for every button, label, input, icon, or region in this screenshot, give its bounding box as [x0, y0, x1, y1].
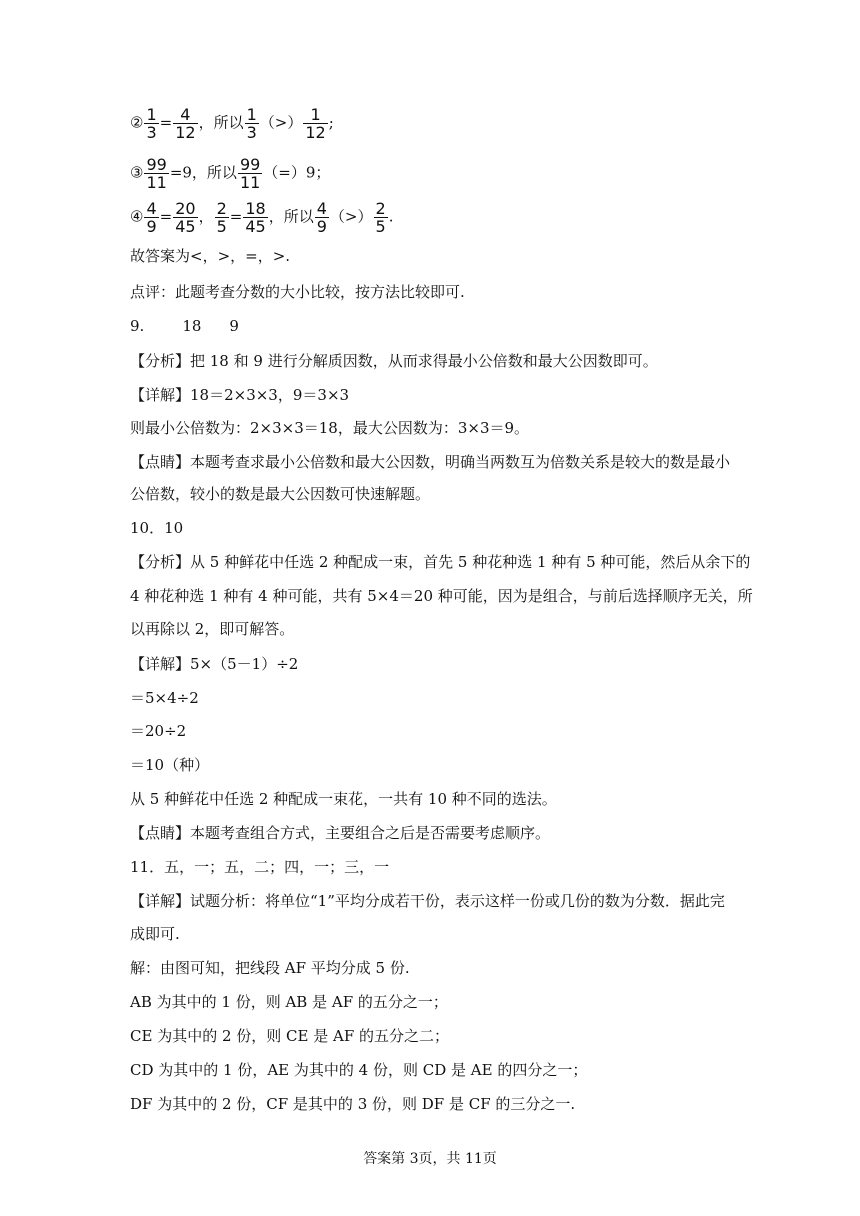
fraction: $\frac{4}{9}$ [316, 199, 327, 236]
solution-line: DF 为其中的 2 份，CF 是其中的 3 份，则 DF 是 CF 的三分之一. [130, 1095, 576, 1113]
remark-line: 【点睛】本题考查求最小公倍数和最大公因数，明确当两数互为倍数关系是较大的数是最小 [130, 453, 731, 471]
fraction: $\frac{2}{5}$ [375, 199, 386, 236]
circled-number: ④ [130, 207, 144, 226]
remark-line: 【点睛】本题考查组合方式，主要组合之后是否需要考虑顺序。 [130, 824, 551, 842]
fraction: $\frac{1}{3}$ [146, 105, 157, 142]
fraction: $\frac{1}{3}$ [246, 105, 257, 142]
solution-line: 解：由图可知，把线段 AF 平均分成 5 份. [130, 959, 410, 977]
calc-step: ＝5×4÷2 [130, 689, 199, 707]
detail-line: 【详解】5×（5－1）÷2 [130, 655, 299, 673]
question-9-answer [130, 316, 239, 336]
fraction: $\frac{4}{9}$ [146, 199, 157, 236]
comment-line: 点评：此题考查分数的大小比较，按方法比较即可. [130, 283, 465, 301]
answer-line-4: ④ $\frac{4}{9}$ = $\frac{20}{45}$ ， $\frac{2}{5}$ = $\frac{18}{45}$ ，所以 $\frac{4}{9}$ （>） $\frac{2}{5}$ . [130, 199, 394, 236]
circled-number: ② [130, 113, 144, 132]
detail-line: 成即可. [130, 925, 180, 943]
remark-line: 公倍数，较小的数是最大公因数可快速解题。 [130, 485, 431, 503]
fraction: $\frac{99}{11}$ [146, 155, 167, 192]
question-11-answer: 11．五，一；五，二；四，一；三，一 [130, 858, 390, 876]
answer-line-2: ② $\frac{1}{3}$ = $\frac{4}{12}$ ，所以 $\frac{1}{3}$ （>） $\frac{1}{12}$ ; [130, 105, 334, 142]
solution-line: CD 为其中的 1 份，AE 为其中的 4 份，则 CD 是 AE 的四分之一； [130, 1061, 588, 1079]
solution-line: CE 为其中的 2 份，则 CE 是 AF 的五分之二； [130, 1027, 450, 1045]
answer-value: 18 [182, 317, 202, 335]
conclusion-line: 从 5 种鲜花中任选 2 种配成一束花，一共有 10 种不同的选法。 [130, 790, 557, 808]
fraction: $\frac{18}{45}$ [245, 199, 266, 236]
detail-line: 【详解】试题分析：将单位“1”平均分成若干份，表示这样一份或几份的数为分数．据此完 [130, 892, 725, 910]
question-10-answer: 10．10 [130, 519, 184, 537]
calc-step: ＝10（种） [130, 756, 210, 774]
analysis-line: 【分析】把 18 和 9 进行分解质因数，从而求得最小公倍数和最大公因数即可。 [130, 352, 658, 370]
fraction: $\frac{4}{12}$ [175, 105, 196, 142]
calc-step: ＝20÷2 [130, 722, 187, 740]
circled-number: ③ [130, 163, 144, 182]
answer-value: 9 [229, 317, 239, 335]
question-number: 9. [130, 317, 145, 335]
solution-line: AB 为其中的 1 份，则 AB 是 AF 的五分之一； [130, 993, 448, 1011]
analysis-line: 以再除以 2，即可解答。 [130, 620, 295, 638]
analysis-line: 4 种花种选 1 种有 4 种可能，共有 5×4＝20 种可能，因为是组合，与前后选择顺序无关，所 [130, 587, 753, 605]
answer-line-3: ③ $\frac{99}{11}$ =9，所以 $\frac{99}{11}$ （=）9； [130, 155, 331, 192]
fraction: $\frac{99}{11}$ [239, 155, 261, 192]
analysis-line: 【分析】从 5 种鲜花中任选 2 种配成一束，首先 5 种花种选 1 种有 5 种可能，然后从余下的 [130, 553, 751, 571]
page-footer: 答案第 3页，共 11页 [363, 1151, 497, 1167]
fraction: $\frac{1}{12}$ [305, 105, 326, 142]
fraction: $\frac{20}{45}$ [175, 199, 196, 236]
fraction: $\frac{2}{5}$ [216, 199, 227, 236]
detail-line: 【详解】18＝2×3×3，9＝3×3 [130, 386, 350, 404]
detail-line: 则最小公倍数为：2×3×3＝18，最大公因数为：3×3＝9。 [130, 419, 530, 437]
answer-summary: 故答案为<，>，=，>. [130, 247, 291, 265]
